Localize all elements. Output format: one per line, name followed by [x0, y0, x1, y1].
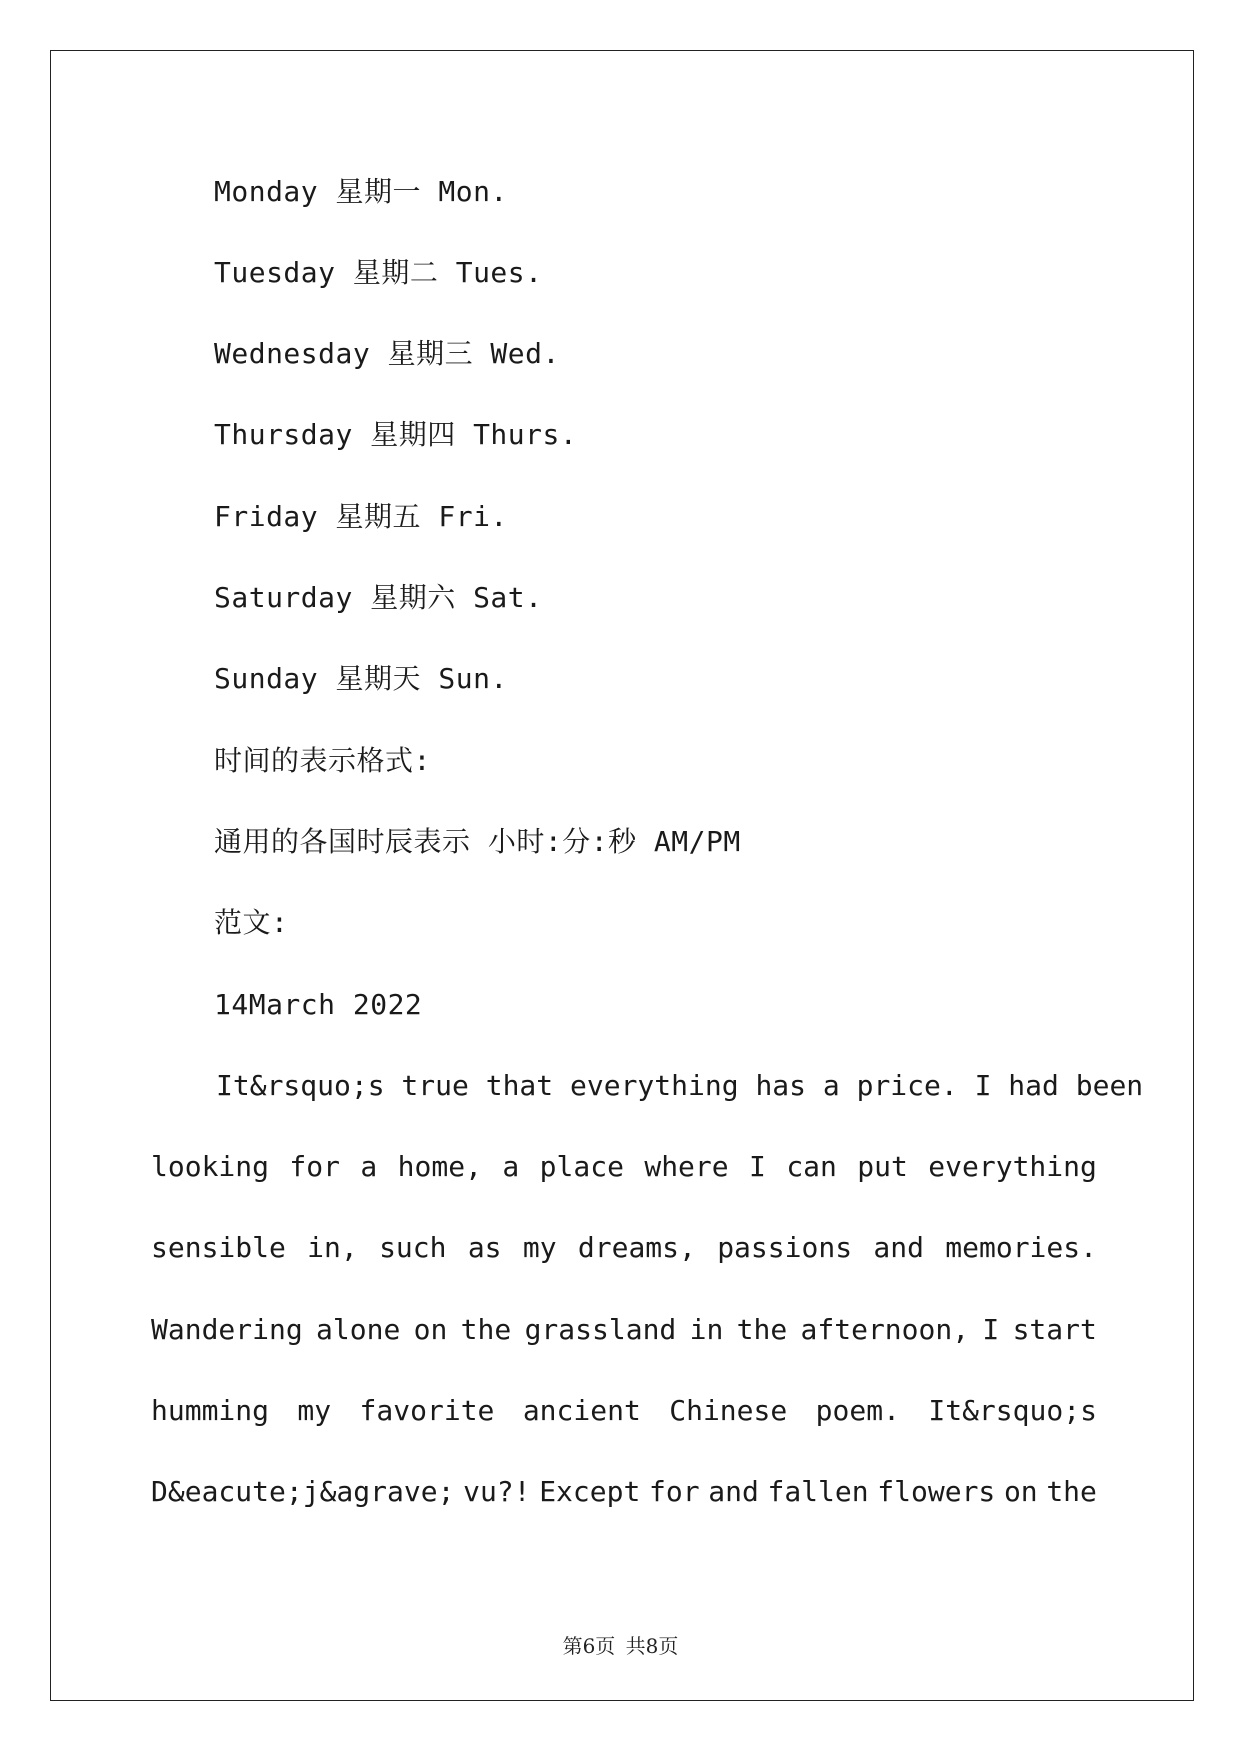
essay-word: memories. — [945, 1231, 1097, 1264]
essay-date: 14March 2022 — [214, 988, 423, 1021]
essay-word: sensible — [151, 1231, 286, 1264]
essay-word: poem. — [815, 1394, 900, 1427]
essay-word: looking — [151, 1150, 270, 1183]
essay-word: I — [749, 1150, 766, 1183]
essay-line-2 — [151, 1150, 1097, 1184]
page-total: 共8页 — [625, 1634, 679, 1658]
weekday-line-saturday: Saturday 星期六 Sat. — [214, 581, 543, 614]
essay-word: such — [379, 1231, 447, 1264]
essay-word: and — [708, 1475, 759, 1508]
essay-word: grassland — [524, 1313, 677, 1346]
essay-word: a — [502, 1150, 520, 1183]
weekday-line-monday: Monday 星期一 Mon. — [214, 175, 508, 208]
essay-line-4 — [151, 1313, 1097, 1347]
essay-word: alone — [316, 1313, 401, 1346]
essay-word: put — [857, 1150, 908, 1183]
essay-word: ancient — [522, 1394, 641, 1427]
weekday-line-sunday: Sunday 星期天 Sun. — [214, 662, 508, 695]
sample-essay-heading: 范文: — [214, 906, 289, 939]
essay-word: I — [982, 1313, 1000, 1346]
essay-word: place — [539, 1150, 624, 1183]
time-format-heading: 时间的表示格式: — [214, 744, 431, 777]
essay-word: start — [1012, 1313, 1097, 1346]
essay-word: a — [360, 1150, 378, 1183]
essay-word: Chinese — [669, 1394, 788, 1427]
weekday-line-friday: Friday 星期五 Fri. — [214, 500, 508, 533]
essay-word: dreams, — [577, 1231, 696, 1264]
essay-line-5 — [151, 1394, 1097, 1428]
essay-word: for — [649, 1475, 700, 1508]
essay-word: for — [289, 1150, 340, 1183]
essay-word: vu?! — [463, 1475, 531, 1508]
essay-word: the — [736, 1313, 788, 1346]
essay-word: Wandering — [151, 1313, 303, 1346]
essay-word: home, — [397, 1150, 482, 1183]
essay-word: afternoon, — [800, 1313, 970, 1346]
essay-word: the — [1046, 1475, 1097, 1508]
essay-word: and — [873, 1231, 924, 1264]
page-border — [50, 50, 1194, 1701]
essay-word: humming — [151, 1394, 270, 1427]
page-footer — [0, 1630, 1241, 1659]
essay-word: the — [460, 1313, 512, 1346]
essay-word: flowers — [877, 1475, 996, 1508]
essay-word: fallen — [767, 1475, 869, 1508]
essay-line-3 — [151, 1231, 1097, 1265]
essay-word: on — [1003, 1475, 1038, 1508]
weekday-line-tuesday: Tuesday 星期二 Tues. — [214, 256, 543, 289]
essay-line-1: It&rsquo;s true that everything has a price. I had been — [216, 1069, 1144, 1102]
essay-word: where — [644, 1150, 729, 1183]
essay-line-6 — [151, 1475, 1097, 1509]
essay-word: favorite — [359, 1394, 495, 1427]
essay-word: can — [786, 1150, 837, 1183]
essay-word: Except — [539, 1475, 641, 1508]
essay-word: as — [467, 1231, 502, 1264]
essay-word: my — [522, 1231, 557, 1264]
time-format-description: 通用的各国时辰表示 小时:分:秒 AM/PM — [214, 825, 741, 858]
essay-word: D&eacute;j&agrave; — [151, 1475, 455, 1508]
essay-word: passions — [717, 1231, 853, 1264]
essay-word: in, — [307, 1231, 358, 1264]
weekday-line-thursday: Thursday 星期四 Thurs. — [214, 418, 578, 451]
weekday-line-wednesday: Wednesday 星期三 Wed. — [214, 337, 560, 370]
essay-word: on — [413, 1313, 448, 1346]
essay-word: everything — [928, 1150, 1097, 1183]
essay-word: my — [297, 1394, 332, 1427]
essay-word: in — [689, 1313, 724, 1346]
page-number: 第6页 — [562, 1634, 616, 1658]
essay-word: It&rsquo;s — [928, 1394, 1097, 1427]
